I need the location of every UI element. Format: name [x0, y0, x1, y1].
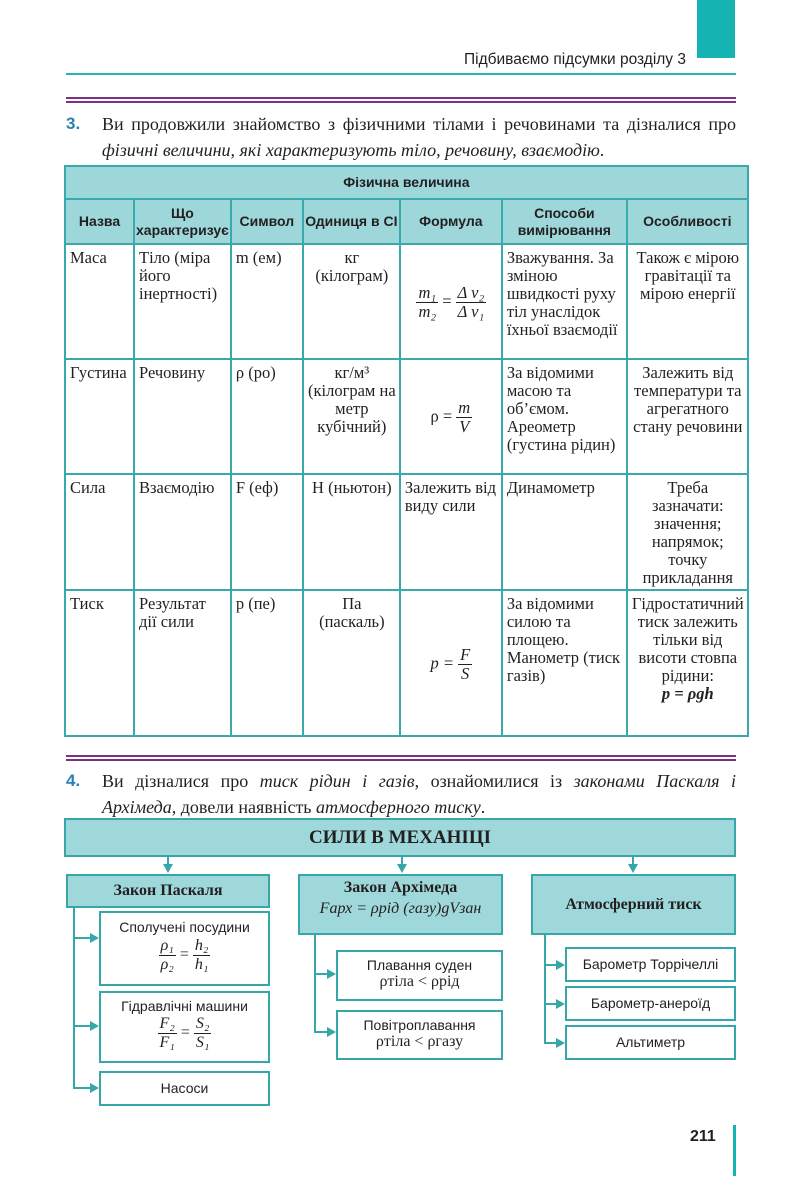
- header-rule: [66, 73, 736, 75]
- pascal-law-title: Закон Паскаля: [113, 882, 223, 899]
- footer-bar: [733, 1125, 736, 1176]
- pascal-law-box: [66, 874, 270, 908]
- cell-name: Тиск: [65, 590, 134, 736]
- table-row: [65, 244, 748, 359]
- cell-formula: Залежить від виду сили: [400, 474, 502, 590]
- cell-symbol: m (ем): [231, 244, 303, 359]
- pumps-label: Насоси: [160, 1080, 209, 1096]
- column-header: Символ: [231, 199, 303, 244]
- aeronautics-formula: ρтіла < ρгазу: [375, 1033, 464, 1050]
- cell-name: Густина: [65, 359, 134, 474]
- hydraulic-machines-formula: $\frac{\text{F₂}}{\text{F₁}}$ = $\frac{\text{S₂}}{\text{S₁}}$: [159, 1015, 210, 1051]
- connector: [314, 973, 328, 975]
- column-header: Що характеризує: [134, 199, 231, 244]
- diagram-title-box: [64, 818, 736, 857]
- torricelli-barometer-box: [565, 947, 736, 982]
- communicating-vessels-box: [99, 911, 270, 986]
- section-number: 3.: [66, 114, 81, 133]
- section-number: 4.: [66, 771, 81, 790]
- arrow-right-icon: [90, 1083, 99, 1093]
- connector: [73, 908, 75, 1088]
- cell-symbol: ρ (ро): [231, 359, 303, 474]
- aeronautics-box: [336, 1010, 503, 1060]
- archimedes-formula: Fарх = ρрід (газу)gVзан: [319, 900, 482, 917]
- connector: [314, 935, 316, 1032]
- cell-characterizes: Тіло (міра його інертності): [134, 244, 231, 359]
- atmospheric-pressure-box: [531, 874, 736, 935]
- aneroid-barometer-label: Барометр-анероїд: [590, 995, 711, 1011]
- cell-measurement: За відомими силою та площею. Манометр (тиск газів): [502, 590, 627, 736]
- arrow-right-icon: [556, 960, 565, 970]
- cell-measurement: За відомими масою та об’ємом. Ареометр (густина рідин): [502, 359, 627, 474]
- column-header: Назва: [65, 199, 134, 244]
- communicating-vessels-formula: $\frac{\text{ρ₁}}{\text{ρ₂}}$ = $\frac{\text{h₂}}{\text{h₁}}$: [160, 937, 209, 973]
- arrow-right-icon: [556, 1038, 565, 1048]
- cell-features: Також є мірою гравітації та мірою енергії: [627, 244, 748, 359]
- altimeter-box: [565, 1025, 736, 1060]
- connector: [73, 937, 91, 939]
- cell-characterizes: Взаємодію: [134, 474, 231, 590]
- aneroid-barometer-box: [565, 986, 736, 1021]
- arrow-right-icon: [90, 933, 99, 943]
- column-header: Способи вимірювання: [502, 199, 627, 244]
- section-divider: [66, 97, 736, 103]
- hydraulic-machines-box: [99, 991, 270, 1063]
- cell-features: Залежить від температури та агрегатного стану речовини: [627, 359, 748, 474]
- connector: [73, 1025, 91, 1027]
- section-4-text: Ви дізналися про тиск рідин і газів, ознайомилися із законами Паскаля і Архімеда, довели наявність атмосферного тиску.: [102, 771, 736, 817]
- altimeter-label: Альтиметр: [615, 1034, 686, 1050]
- archimedes-law-title: Закон Архімеда: [343, 879, 458, 896]
- arrow-down-icon: [397, 864, 407, 873]
- connector: [73, 1087, 91, 1089]
- arrow-down-icon: [163, 864, 173, 873]
- column-header: Особливості: [627, 199, 748, 244]
- cell-symbol: F (еф): [231, 474, 303, 590]
- table-row: [65, 590, 748, 736]
- table-group-header: Фізична величина: [65, 166, 748, 199]
- torricelli-barometer-label: Барометр Торрічеллі: [582, 956, 719, 972]
- ship-floating-formula: ρтіла < ρрід: [379, 973, 460, 990]
- column-header: Одиниця в СІ: [303, 199, 400, 244]
- cell-unit: кг/м³ (кілограм на метр кубічний): [303, 359, 400, 474]
- column-header: Формула: [400, 199, 502, 244]
- table-row: [65, 474, 748, 590]
- arrow-down-icon: [628, 864, 638, 873]
- cell-unit: кг (кілограм): [303, 244, 400, 359]
- cell-formula: p = $\frac{F}{S}$: [400, 590, 502, 736]
- hydraulic-machines-label: Гідравлічні машини: [121, 998, 248, 1014]
- arrow-right-icon: [327, 1027, 336, 1037]
- cell-name: Сила: [65, 474, 134, 590]
- cell-characterizes: Результат дії сили: [134, 590, 231, 736]
- communicating-vessels-label: Сполучені посудини: [119, 919, 250, 935]
- cell-measurement: Зважування. За зміною швидкості руху тіл унаслідок їхньої взаємодії: [502, 244, 627, 359]
- archimedes-law-box: [298, 874, 503, 935]
- running-header: Підбиваємо підсумки розділу 3: [464, 51, 686, 68]
- connector: [314, 1031, 328, 1033]
- atmospheric-pressure-title: Атмосферний тиск: [565, 896, 702, 913]
- ship-floating-label: Плавання суден: [366, 957, 473, 973]
- cell-unit: Н (ньютон): [303, 474, 400, 590]
- corner-tab: [697, 0, 735, 58]
- cell-unit: Па (паскаль): [303, 590, 400, 736]
- page-number: 211: [690, 1128, 716, 1145]
- cell-characterizes: Речовину: [134, 359, 231, 474]
- diagram-title: СИЛИ В МЕХАНІЦІ: [308, 827, 491, 848]
- arrow-right-icon: [90, 1021, 99, 1031]
- cell-name: Маса: [65, 244, 134, 359]
- table-row: [65, 359, 748, 474]
- section-divider: [66, 755, 736, 761]
- arrow-right-icon: [327, 969, 336, 979]
- cell-features: Треба зазначати: значення; напрямок; точку прикладання: [627, 474, 748, 590]
- aeronautics-label: Повітроплавання: [363, 1017, 476, 1033]
- cell-formula: $\frac{\text{m₁}}{\text{m₂}}$ = $\frac{\text{Δ v₂}}{\text{Δ v₁}}$: [400, 244, 502, 359]
- connector: [544, 935, 546, 1043]
- pumps-box: [99, 1071, 270, 1106]
- ship-floating-box: [336, 950, 503, 1001]
- cell-features: Гідростатичний тиск залежить тільки від висоти стовпа рідини: p = ρgh: [627, 590, 748, 736]
- section-3-text: Ви продовжили знайомство з фізичними тілами і речовинами та дізналися про фізичні величини, які характеризують тіло, речовину, взаємодію.: [102, 114, 736, 160]
- cell-symbol: p (пе): [231, 590, 303, 736]
- cell-measurement: Динамометр: [502, 474, 627, 590]
- cell-formula: ρ = $\frac{m}{V}$: [400, 359, 502, 474]
- physical-quantities-table: [64, 165, 749, 737]
- arrow-right-icon: [556, 999, 565, 1009]
